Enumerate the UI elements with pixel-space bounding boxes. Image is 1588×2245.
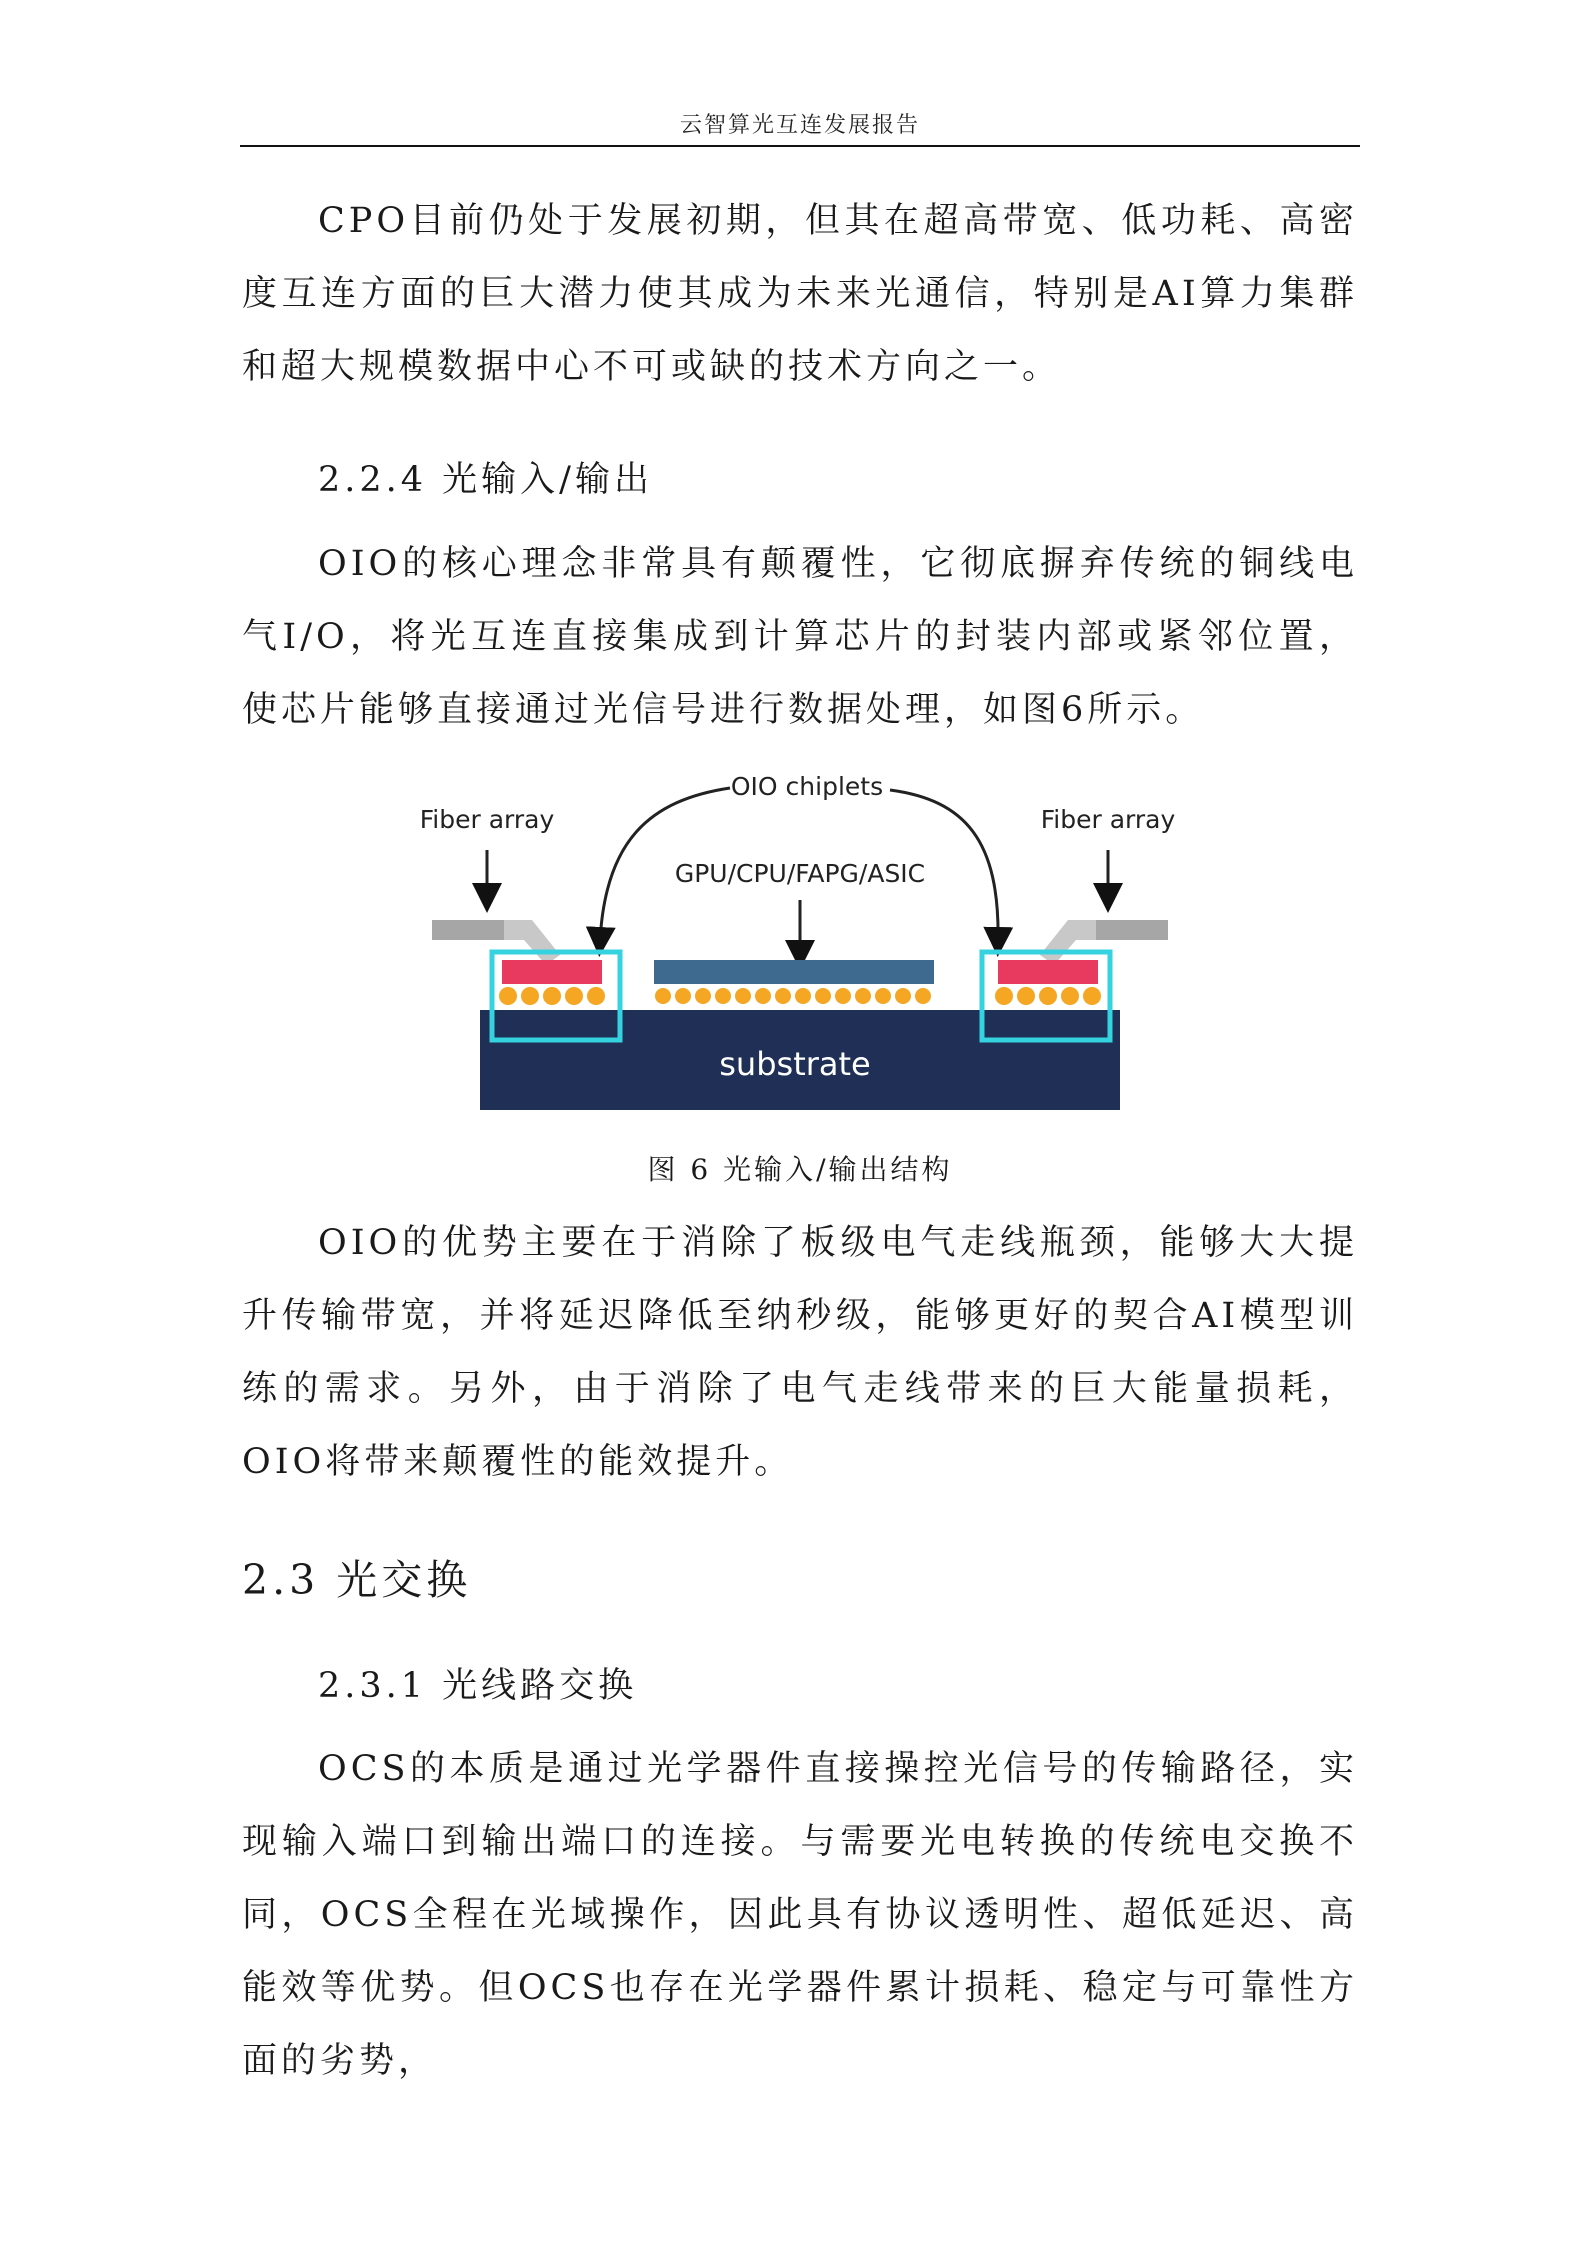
fiber-array-left	[432, 920, 504, 940]
figure-caption: 图 6 光输入/输出结构	[647, 1153, 953, 1186]
fiber-lead-left	[504, 920, 560, 965]
running-header: 云智算光互连发展报告	[679, 113, 920, 138]
paragraph-ocs: OCS的本质是通过光学器件直接操控光信号的传输路径，实现输入端口到输出端口的连接。与需要光电转换的传统电交换不同，OCS全程在光域操作，因此具有协议透明性、超低延迟、高能效等优势。但OCS也存在光学器件累计损耗、稳定与可靠性方面的劣势，	[242, 1749, 1358, 2081]
processor-die	[654, 960, 934, 984]
substrate-label: substrate	[719, 1045, 871, 1083]
paragraph-cpo: CPO目前仍处于发展初期，但其在超高带宽、低功耗、高密度互连方面的巨大潜力使其成为未来光通信，特别是AI算力集群和超大规模数据中心不可或缺的技术方向之一。	[242, 201, 1358, 387]
oio-structure-figure	[420, 770, 1180, 1120]
solder-bumps	[499, 987, 1101, 1005]
fiber-array-left-label: Fiber array	[420, 805, 555, 834]
section-heading-2-3-1: 2.3.1 光线路交换	[318, 1666, 638, 1706]
oio-chiplet-right	[998, 960, 1098, 984]
paragraph-oio-advantages: OIO的优势主要在于消除了板级电气走线瓶颈，能够大大提升传输带宽，并将延迟降低至纳秒级，能够更好的契合AI模型训练的需求。另外，由于消除了电气走线带来的巨大能量损耗，OIO将带来颠覆性的能效提升。	[242, 1223, 1358, 1482]
processor-label: GPU/CPU/FAPG/ASIC	[674, 859, 926, 888]
section-heading-2-3: 2.3 光交换	[242, 1556, 472, 1604]
fiber-array-right	[1096, 920, 1168, 940]
paragraph-oio-concept: OIO的核心理念非常具有颠覆性，它彻底摒弃传统的铜线电气I/O，将光互连直接集成到计算芯片的封装内部或紧邻位置，使芯片能够直接通过光信号进行数据处理，如图6所示。	[242, 544, 1358, 730]
fiber-lead-right	[1040, 920, 1096, 965]
fiber-array-right-label: Fiber array	[1040, 805, 1176, 834]
oio-chiplets-label: OIO chiplets	[730, 772, 884, 801]
oio-chiplet-left	[502, 960, 602, 984]
section-heading-2-2-4: 2.2.4 光输入/输出	[318, 460, 653, 500]
header-rule	[240, 145, 1360, 147]
